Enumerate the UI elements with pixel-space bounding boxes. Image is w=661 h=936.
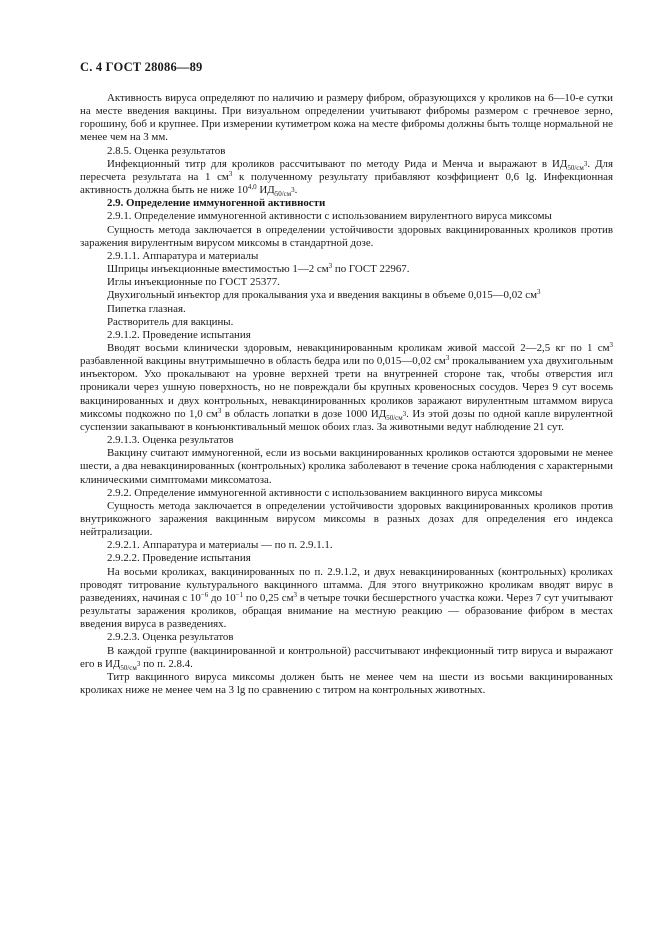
paragraph: Растворитель для вакцины.	[107, 315, 234, 328]
paragraph: 2.9.1.1. Аппаратура и материалы	[107, 249, 259, 262]
paragraph: Вводят восьми клинически здоровым, невакцинированным кроликам живой массой 2—2,5 кг по 1 $см^3$ разбавленной вакцины внутримышечно в область бедра или по 0,015—0,02 $см^3$ прокалыванием уха двухигольным инъектором. Ухо прокалывают на уровне верхней трети на внутренней стороне так, чтобы отверстия игл проникали через ушную поверхность, но не повреждали бы крупных кровеносных сосудов. Через 9 сут восемь вакцинированных и двух контрольных, невакцинированных кроликов заражают вирулентным штаммом вируса миксомы подкожно по 1,0 $см^3$ в область лопатки в дозе 1000 $ИД_{50/см^3}$. Из этой дозы по одной капле вирулентной суспензии закапывают в конъюнктивальный мешок обоих глаз. За животными ведут наблюдение 21 сут.	[80, 340, 613, 433]
paragraph: 2.8.5. Оценка результатов	[107, 144, 226, 157]
paragraph: Титр вакцинного вируса миксомы должен быть не менее чем на шести из восьми вакцинированных кроликах ниже не менее чем на 3 lg по сравнению с титром на контрольных животных.	[80, 670, 613, 697]
paragraph: Инфекционный титр для кроликов рассчитывают по методу Рида и Менча и выражают в $ИД_{50/см^3}$. Для пересчета результата на 1 $см^3$ к полученному результату прибавляют коэффициент 0,6 lg. Инфекционная активность должна быть не ниже 10$^{4,0}$ $ИД_{50/см^3}$.	[80, 157, 613, 199]
page-header: С. 4 ГОСТ 28086—89	[80, 60, 203, 74]
paragraph: 2.9.2.3. Оценка результатов	[107, 631, 234, 644]
paragraph: 2.9.1.2. Проведение испытания	[107, 328, 251, 341]
paragraph: Вакцину считают иммуногенной, если из восьми вакцинированных кроликов остаются здоровыми не менее шести, а два невакцинированных (контрольных) кролика заболевают в течение срока наблюдения с характерными клиническими симптомами миксоматоза.	[80, 447, 613, 486]
paragraph: На восьми кроликах, вакцинированных по п. 2.9.1.2, и двух невакцинированных (контрольных) кроликах проводят титрование культурального вакцинного штамма. Для этого внутрикожно кроликам вводят вирус в разведениях, начиная с $10^{-6}$ до $10^{-1}$ по 0,25 $см^3$ в четыре точки бесшерстного участка кожи. Через 7 сут учитывают результаты заражения кроликов, обращая внимание на местную реакцию — образование фибром в местах введения вируса в разведениях.	[80, 565, 614, 631]
document-body	[80, 92, 613, 697]
section-heading: 2.9. Определение иммуногенной активности	[107, 197, 326, 210]
paragraph: В каждой группе (вакцинированной и контрольной) рассчитывают инфекционный титр вируса и выражают его в $ИД_{50/см^3}$ по п. 2.8.4.	[80, 644, 613, 672]
paragraph: Сущность метода заключается в определении устойчивости здоровых вакцинированных кроликов против заражения вирулентным вирусом миксомы в стандартной дозе.	[80, 223, 613, 249]
paragraph: Активность вируса определяют по наличию и размеру фибром, образующихся у кроликов на 6—10-е сутки на месте введения вакцины. При визуальном определении учитывают фибромы размером с гречневое зерно, горошину, боб и крупнее. При измерении кутиметром кожа на месте фибромы должны быть толще нормальной не менее чем на 3 мм.	[80, 92, 613, 144]
paragraph: 2.9.2. Определение иммуногенной активности с использованием вакцинного вируса миксомы	[107, 486, 543, 499]
paragraph: 2.9.1.3. Оценка результатов	[107, 434, 234, 447]
paragraph: Шприцы инъекционные вместимостью 1—2 $см^3$ по ГОСТ 22967.	[107, 262, 410, 276]
paragraph: 2.9.2.2. Проведение испытания	[107, 552, 251, 565]
paragraph: Сущность метода заключается в определении устойчивости здоровых вакцинированных кроликов против внутрикожного заражения вакцинным вирусом миксомы в разных дозах для определения его индекса нейтрализации.	[80, 499, 613, 539]
paragraph: Пипетка глазная.	[107, 302, 186, 315]
paragraph: Двухигольный инъектор для прокалывания уха и введения вакцины в объеме 0,015—0,02 $см^3$	[107, 288, 541, 302]
paragraph: Иглы инъекционные по ГОСТ 25377.	[107, 276, 280, 289]
paragraph: 2.9.2.1. Аппаратура и материалы — по п. 2.9.1.1.	[107, 539, 333, 552]
paragraph: 2.9.1. Определение иммуногенной активности с использованием вирулентного вируса миксомы	[107, 210, 552, 223]
